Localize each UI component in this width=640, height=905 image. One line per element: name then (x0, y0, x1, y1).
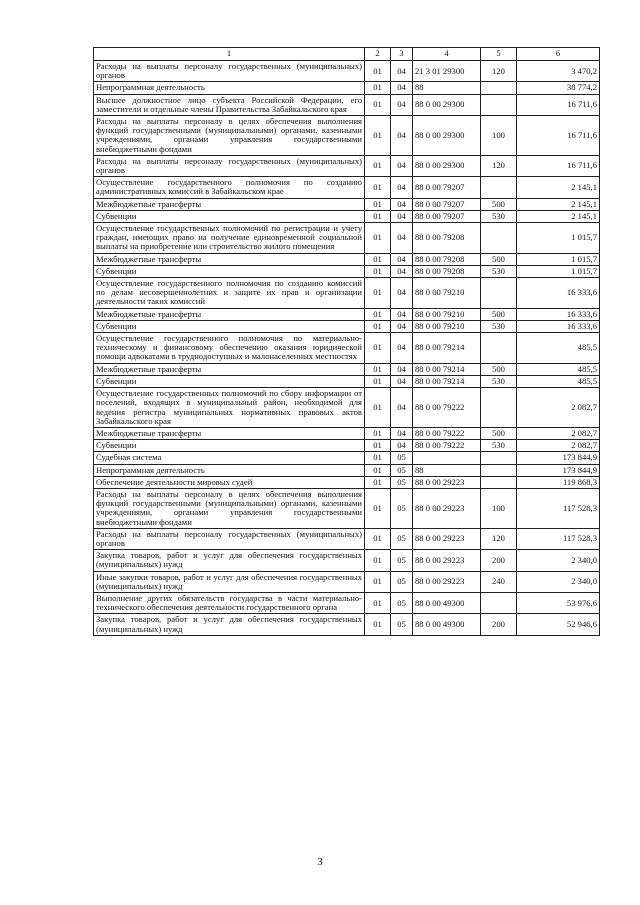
row-subsection: 04 (391, 82, 413, 94)
row-expense-type: 500 (481, 198, 517, 210)
row-target-code: 88 0 00 29223 (413, 488, 481, 528)
row-expense-type (481, 333, 517, 364)
row-name: Выполнение других обязательств государства в части материально-технического обеспечения деятельности государственного органа (94, 592, 365, 613)
table-row (94, 320, 600, 332)
row-amount: 485,5 (517, 333, 600, 364)
row-subsection: 04 (391, 308, 413, 320)
row-name: Высшее должностное лицо субъекта Российской Федерации, его заместители и отдельные члены Правительства Забайкальского края (94, 94, 365, 115)
row-name: Расходы на выплаты персоналу государственных (муниципальных) органов (94, 528, 365, 549)
row-target-code: 88 0 00 79210 (413, 308, 481, 320)
row-name: Обеспечение деятельности мировых судей (94, 476, 365, 488)
row-section: 01 (365, 198, 391, 210)
row-amount: 2 145,1 (517, 177, 600, 198)
row-name: Судебная система (94, 452, 365, 464)
row-section: 01 (365, 452, 391, 464)
row-section: 01 (365, 528, 391, 549)
row-amount: 485,5 (517, 363, 600, 375)
row-section: 01 (365, 427, 391, 439)
row-expense-type (481, 223, 517, 254)
row-subsection: 04 (391, 116, 413, 156)
row-target-code (413, 452, 481, 464)
table-row (94, 94, 600, 115)
table-row (94, 116, 600, 156)
row-expense-type (481, 82, 517, 94)
row-name: Субвенции (94, 265, 365, 277)
row-amount: 1 015,7 (517, 265, 600, 277)
row-subsection: 04 (391, 61, 413, 82)
row-subsection: 04 (391, 253, 413, 265)
row-name: Межбюджетные трансферты (94, 253, 365, 265)
row-section: 01 (365, 278, 391, 309)
row-expense-type: 500 (481, 308, 517, 320)
row-name: Расходы на выплаты персоналу государственных (муниципальных) органов (94, 61, 365, 82)
table-row (94, 592, 600, 613)
row-expense-type (481, 452, 517, 464)
row-name: Закупка товаров, работ и услуг для обеспечения государственных (муниципальных) нужд (94, 550, 365, 571)
row-name: Осуществление государственного полномочия по созданию административных комиссий в Забайкальском крае (94, 177, 365, 198)
row-amount: 1 015,7 (517, 223, 600, 254)
row-amount: 16 333,6 (517, 278, 600, 309)
row-target-code: 88 0 00 79214 (413, 363, 481, 375)
header-col-1: 1 (94, 48, 365, 61)
row-amount: 173 844,9 (517, 464, 600, 476)
table-row (94, 375, 600, 387)
row-subsection: 05 (391, 592, 413, 613)
header-col-2: 2 (365, 48, 391, 61)
budget-table (93, 47, 600, 636)
row-target-code: 88 0 00 79214 (413, 375, 481, 387)
row-section: 01 (365, 333, 391, 364)
row-subsection: 04 (391, 427, 413, 439)
table-row (94, 198, 600, 210)
row-amount: 2 082,7 (517, 388, 600, 428)
row-target-code: 88 0 00 49300 (413, 614, 481, 635)
row-section: 01 (365, 464, 391, 476)
table-row (94, 333, 600, 364)
row-subsection: 04 (391, 155, 413, 176)
row-section: 01 (365, 571, 391, 592)
row-amount: 173 844,9 (517, 452, 600, 464)
row-subsection: 04 (391, 198, 413, 210)
row-section: 01 (365, 363, 391, 375)
row-section: 01 (365, 320, 391, 332)
row-name: Непрограммная деятельность (94, 464, 365, 476)
row-section: 01 (365, 308, 391, 320)
row-expense-type: 100 (481, 116, 517, 156)
row-subsection: 04 (391, 375, 413, 387)
row-name: Осуществление государственных полномочий по регистрации и учету граждан, имеющих право на получение единовременной социальной выплаты на приобретение или строительство жилого помещения (94, 223, 365, 254)
row-amount: 2 145,1 (517, 210, 600, 222)
row-subsection: 04 (391, 177, 413, 198)
row-expense-type: 120 (481, 528, 517, 549)
row-name: Межбюджетные трансферты (94, 308, 365, 320)
header-row (94, 48, 600, 61)
row-expense-type: 500 (481, 363, 517, 375)
table-row (94, 550, 600, 571)
row-amount: 16 711,6 (517, 155, 600, 176)
row-expense-type: 530 (481, 375, 517, 387)
table-row (94, 82, 600, 94)
row-name: Закупка товаров, работ и услуг для обеспечения государственных (муниципальных) нужд (94, 614, 365, 635)
row-amount: 1 015,7 (517, 253, 600, 265)
row-amount: 16 711,6 (517, 116, 600, 156)
row-section: 01 (365, 488, 391, 528)
row-amount: 2 145,1 (517, 198, 600, 210)
row-name: Субвенции (94, 440, 365, 452)
row-section: 01 (365, 440, 391, 452)
row-target-code: 88 0 00 79208 (413, 265, 481, 277)
row-target-code: 88 0 00 29300 (413, 94, 481, 115)
row-section: 01 (365, 614, 391, 635)
row-expense-type: 120 (481, 155, 517, 176)
row-amount: 485,5 (517, 375, 600, 387)
row-target-code: 88 (413, 82, 481, 94)
row-subsection: 05 (391, 550, 413, 571)
row-subsection: 04 (391, 320, 413, 332)
row-expense-type (481, 464, 517, 476)
row-subsection: 05 (391, 571, 413, 592)
row-expense-type: 530 (481, 265, 517, 277)
row-expense-type: 200 (481, 550, 517, 571)
row-amount: 2 340,0 (517, 571, 600, 592)
row-section: 01 (365, 155, 391, 176)
row-target-code: 88 0 00 79210 (413, 278, 481, 309)
row-subsection: 05 (391, 464, 413, 476)
row-target-code: 88 0 00 29223 (413, 528, 481, 549)
header-col-5: 5 (481, 48, 517, 61)
row-expense-type: 530 (481, 210, 517, 222)
row-section: 01 (365, 550, 391, 571)
row-section: 01 (365, 265, 391, 277)
row-target-code: 88 0 00 79208 (413, 253, 481, 265)
row-subsection: 04 (391, 278, 413, 309)
row-amount: 16 333,6 (517, 308, 600, 320)
row-section: 01 (365, 476, 391, 488)
row-amount: 53 976,6 (517, 592, 600, 613)
row-amount: 119 868,3 (517, 476, 600, 488)
row-expense-type: 530 (481, 440, 517, 452)
row-expense-type (481, 592, 517, 613)
row-target-code: 88 0 00 29223 (413, 550, 481, 571)
row-target-code: 88 0 00 79208 (413, 223, 481, 254)
row-amount: 3 470,2 (517, 61, 600, 82)
table-row (94, 253, 600, 265)
row-expense-type (481, 278, 517, 309)
table-row (94, 571, 600, 592)
row-name: Межбюджетные трансферты (94, 427, 365, 439)
row-target-code: 88 0 00 29223 (413, 476, 481, 488)
table-row (94, 278, 600, 309)
row-amount: 16 333,6 (517, 320, 600, 332)
row-expense-type: 200 (481, 614, 517, 635)
header-col-4: 4 (413, 48, 481, 61)
table-row (94, 363, 600, 375)
table-row (94, 155, 600, 176)
table-row (94, 488, 600, 528)
row-subsection: 04 (391, 440, 413, 452)
row-target-code: 88 0 00 79207 (413, 177, 481, 198)
row-section: 01 (365, 592, 391, 613)
row-expense-type: 530 (481, 320, 517, 332)
table-row (94, 476, 600, 488)
table-row (94, 427, 600, 439)
row-expense-type (481, 388, 517, 428)
table-row (94, 265, 600, 277)
row-name: Субвенции (94, 320, 365, 332)
row-subsection: 05 (391, 476, 413, 488)
row-target-code: 88 0 00 79222 (413, 427, 481, 439)
row-expense-type (481, 94, 517, 115)
table-row (94, 223, 600, 254)
row-section: 01 (365, 177, 391, 198)
row-subsection: 04 (391, 333, 413, 364)
row-name: Расходы на выплаты персоналу государственных (муниципальных) органов (94, 155, 365, 176)
row-target-code: 88 0 00 79222 (413, 440, 481, 452)
row-section: 01 (365, 61, 391, 82)
row-subsection: 04 (391, 223, 413, 254)
row-subsection: 04 (391, 94, 413, 115)
row-name: Осуществление государственного полномочия по созданию комиссий по делам несовершеннолетних и защите их прав и организации деятельности таких комиссий (94, 278, 365, 309)
row-section: 01 (365, 223, 391, 254)
row-subsection: 05 (391, 488, 413, 528)
row-amount: 38 774,2 (517, 82, 600, 94)
table-row (94, 61, 600, 82)
row-section: 01 (365, 116, 391, 156)
row-subsection: 04 (391, 388, 413, 428)
row-expense-type: 500 (481, 253, 517, 265)
row-name: Расходы на выплаты персоналу в целях обеспечения выполнения функций государственными (муниципальными) органами, казенными учреждениями, органами управления государственными внебюджетными фондами (94, 488, 365, 528)
row-amount: 52 946,6 (517, 614, 600, 635)
table-row (94, 210, 600, 222)
table-row (94, 308, 600, 320)
table-row (94, 614, 600, 635)
table-row (94, 177, 600, 198)
row-expense-type (481, 177, 517, 198)
row-section: 01 (365, 94, 391, 115)
row-target-code: 88 0 00 49300 (413, 592, 481, 613)
row-expense-type: 120 (481, 61, 517, 82)
row-name: Осуществление государственных полномочий по сбору информации от поселений, входящих в муниципальный район, необходимой для ведения регистра муниципальных нормативных правовых актов Забайкальского края (94, 388, 365, 428)
row-expense-type (481, 476, 517, 488)
row-target-code: 88 0 00 79210 (413, 320, 481, 332)
row-subsection: 04 (391, 210, 413, 222)
row-name: Иные закупки товаров, работ и услуг для обеспечения государственных (муниципальных) нужд (94, 571, 365, 592)
row-expense-type: 100 (481, 488, 517, 528)
row-section: 01 (365, 375, 391, 387)
row-target-code: 88 0 00 79207 (413, 210, 481, 222)
row-name: Межбюджетные трансферты (94, 363, 365, 375)
row-target-code: 88 0 00 29300 (413, 116, 481, 156)
row-expense-type: 500 (481, 427, 517, 439)
row-subsection: 04 (391, 363, 413, 375)
row-section: 01 (365, 210, 391, 222)
row-target-code: 88 0 00 79214 (413, 333, 481, 364)
row-target-code: 88 0 00 29300 (413, 155, 481, 176)
row-amount: 2 082,7 (517, 427, 600, 439)
row-amount: 16 711,6 (517, 94, 600, 115)
page-number: 3 (317, 856, 323, 868)
row-section: 01 (365, 388, 391, 428)
row-amount: 117 528,3 (517, 528, 600, 549)
table-row (94, 452, 600, 464)
row-section: 01 (365, 253, 391, 265)
table-row (94, 388, 600, 428)
table-row (94, 464, 600, 476)
table-row (94, 528, 600, 549)
row-subsection: 04 (391, 265, 413, 277)
row-target-code: 88 0 00 79207 (413, 198, 481, 210)
header-col-3: 3 (391, 48, 413, 61)
row-section: 01 (365, 82, 391, 94)
row-subsection: 05 (391, 614, 413, 635)
row-name: Межбюджетные трансферты (94, 198, 365, 210)
row-amount: 2 082,7 (517, 440, 600, 452)
table-body (94, 61, 600, 636)
row-target-code: 88 (413, 464, 481, 476)
header-col-6: 6 (517, 48, 600, 61)
row-name: Субвенции (94, 375, 365, 387)
row-amount: 117 528,3 (517, 488, 600, 528)
row-subsection: 05 (391, 452, 413, 464)
row-expense-type: 240 (481, 571, 517, 592)
row-name: Субвенции (94, 210, 365, 222)
row-name: Осуществление государственного полномочия по материально-техническому и финансовому обеспечению оказания юридической помощи адвокатами в труднодоступных и малонаселенных местностях (94, 333, 365, 364)
row-name: Непрограммная деятельность (94, 82, 365, 94)
row-amount: 2 340,0 (517, 550, 600, 571)
row-target-code: 88 0 00 79222 (413, 388, 481, 428)
row-name: Расходы на выплаты персоналу в целях обеспечения выполнения функций государственными (муниципальными) органами, казенными учреждениями, органами управления государственными внебюджетными фондами (94, 116, 365, 156)
row-target-code: 21 3 01 29300 (413, 61, 481, 82)
row-subsection: 05 (391, 528, 413, 549)
row-target-code: 88 0 00 29223 (413, 571, 481, 592)
table-row (94, 440, 600, 452)
